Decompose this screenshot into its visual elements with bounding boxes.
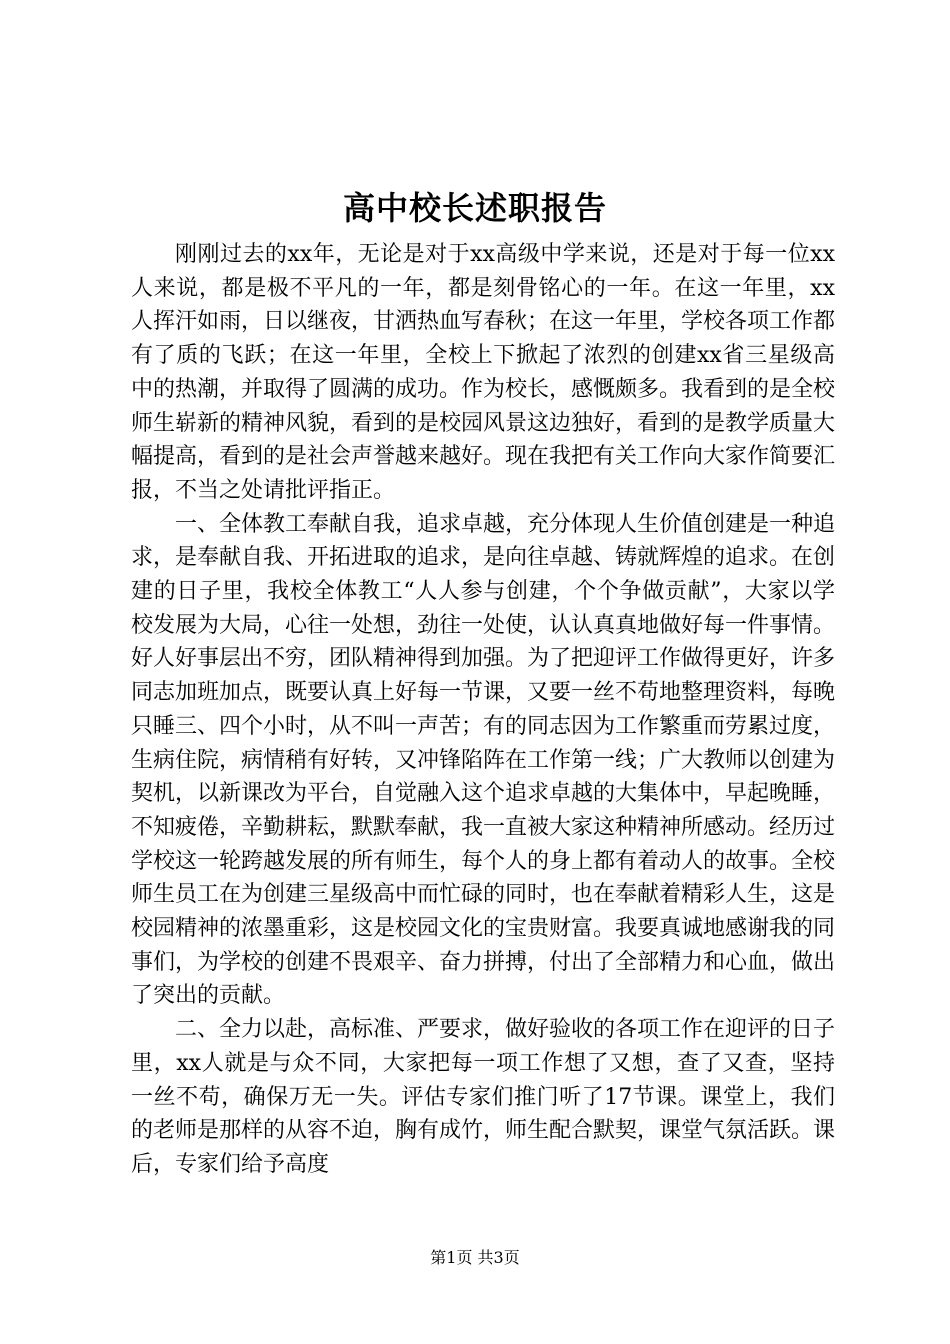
page-footer: 第1页 共3页 [430, 1248, 520, 1267]
paragraph-section-2: 二、全力以赴，高标准、严要求，做好验收的各项工作在迎评的日子里，xx人就是与众不同，大家把每一项工作想了又想，查了又查，坚持一丝不苟，确保万无一失。评估专家们推门听了17节课。课堂上，我们的老师是那样的从容不迫，胸有成竹，师生配合默契，课堂气氛活跃。课后，专家们给予高度 [131, 1017, 836, 1177]
paragraph-section-1: 一、全体教工奉献自我，追求卓越，充分体现人生价值创建是一种追求，是奉献自我、开拓进取的追求，是向往卓越、铸就辉煌的追求。在创建的日子里，我校全体教工“人人参与创建，个个争做贡献”，大家以学校发展为大局，心往一处想，劲往一处使，认认真真地做好每一件事情。好人好事层出不穷，团队精神得到加强。为了把迎评工作做得更好，许多同志加班加点，既要认真上好每一节课，又要一丝不苟地整理资料，每晚只睡三、四个小时，从不叫一声苦；有的同志因为工作繁重而劳累过度，生病住院，病情稍有好转，又冲锋陷阵在工作第一线；广大教师以创建为契机，以新课改为平台，自觉融入这个追求卓越的大集体中，早起晚睡，不知疲倦，辛勤耕耘，默默奉献，我一直被大家这种精神所感动。经历过学校这一轮跨越发展的所有师生，每个人的身上都有着动人的故事。全校师生员工在为创建三星级高中而忙碌的同时，也在奉献着精彩人生，这是校园精神的浓墨重彩，这是校园文化的宝贵财富。我要真诚地感谢我的同事们，为学校的创建不畏艰辛、奋力拼搏，付出了全部精力和心血，做出了突出的贡献。 [131, 511, 836, 1009]
paragraph-intro: 刚刚过去的xx年，无论是对于xx高级中学来说，还是对于每一位xx人来说，都是极不平凡的一年，都是刻骨铭心的一年。在这一年里，xx人挥汗如雨，日以继夜，甘洒热血写春秋；在这一年里，学校各项工作都有了质的飞跃；在这一年里，全校上下掀起了浓烈的创建xx省三星级高中的热潮，并取得了圆满的成功。作为校长，感慨颇多。我看到的是全校师生崭新的精神风貌，看到的是校园风景这边独好，看到的是教学质量大幅提高，看到的是社会声誉越来越好。现在我把有关工作向大家作简要汇报，不当之处请批评指正。 [131, 242, 836, 503]
document-body [131, 238, 835, 1182]
document-title: 高中校长述职报告 [342, 189, 607, 227]
